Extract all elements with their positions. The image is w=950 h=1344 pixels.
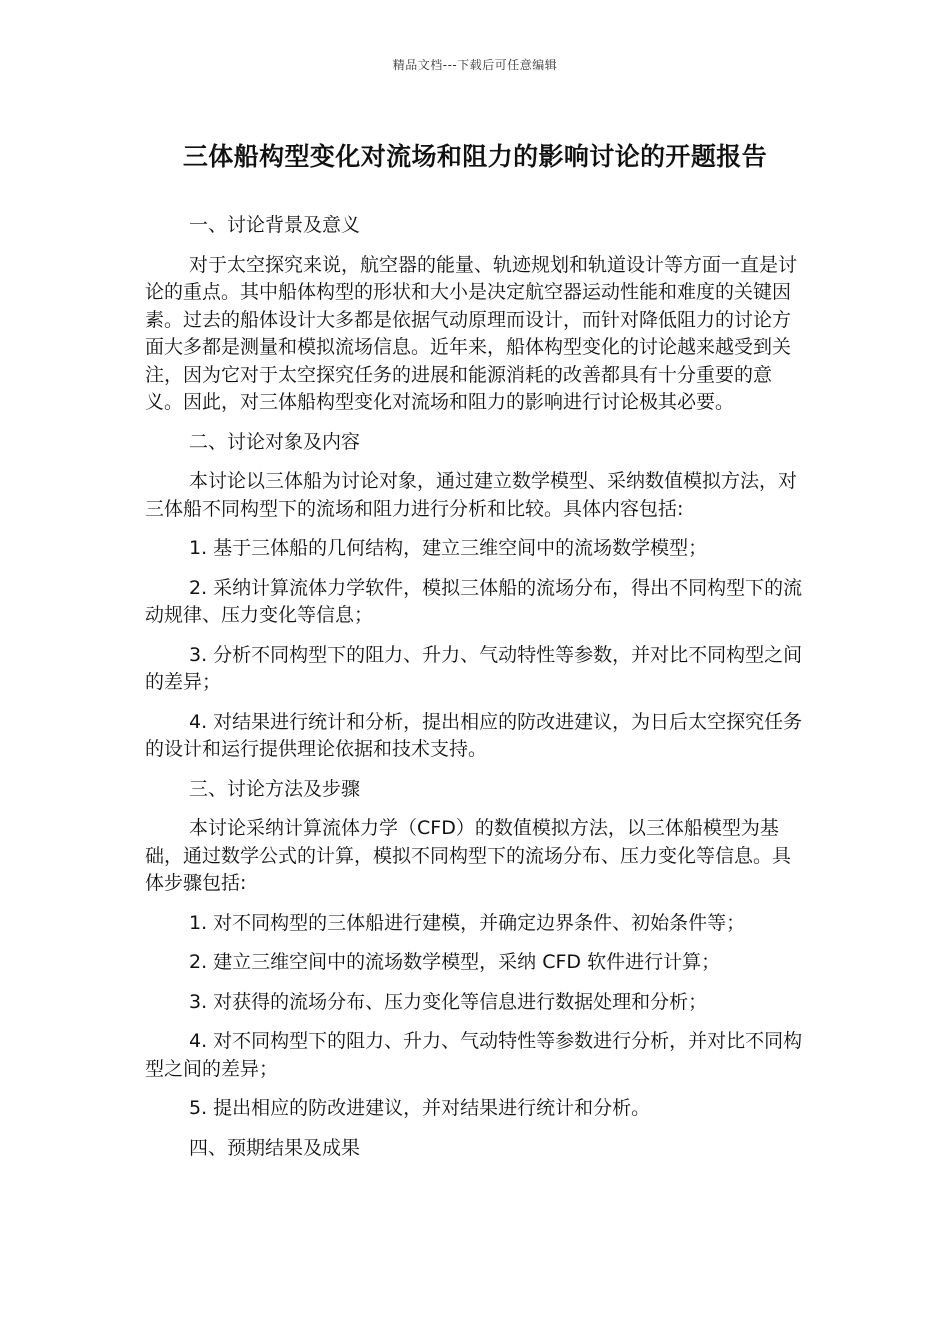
section-heading-objects: 二、讨论对象及内容 <box>189 430 361 453</box>
header-note: 精品文档---下载后可任意编辑 <box>392 58 558 72</box>
list-item: 3. 对获得的流场分布、压力变化等信息进行数据处理和分析； <box>189 990 708 1013</box>
paragraph-methods: 本讨论采纳计算流体力学（CFD）的数值模拟方法，以三体船模型为基础，通过数学公式的计算，模拟不同构型下的流场分布、压力变化等信息。具体步骤包括: <box>145 817 792 894</box>
section-heading-results: 四、预期结果及成果 <box>189 1136 361 1159</box>
list-item: 2. 采纳计算流体力学软件，模拟三体船的流场分布，得出不同构型下的流动规律、压力变化等信息； <box>145 576 803 626</box>
list-item: 2. 建立三维空间中的流场数学模型，采纳 CFD 软件进行计算； <box>189 951 721 973</box>
paragraph-background: 对于太空探究来说，航空器的能量、轨迹规划和轨道设计等方面一直是讨论的重点。其中船体构型的形状和大小是决定航空器运动性能和难度的关键因素。过去的船体设计大多都是依据气动原理而设计，而针对降低阻力的讨论方面大多都是测量和模拟流场信息。近年来，船体构型变化的讨论越来越受到关注，因为它对于太空探究任务的进展和能源消耗的改善都具有十分重要的意义。因此，对三体船构型变化对流场和阻力的影响进行讨论极其必要。 <box>145 253 798 413</box>
section-heading-background: 一、讨论背景及意义 <box>189 214 361 236</box>
document-body <box>145 212 805 1174</box>
list-item: 5. 提出相应的防改进建议，并对结果进行统计和分析。 <box>189 1097 651 1119</box>
paragraph-objects: 本讨论以三体船为讨论对象，通过建立数学模型、采纳数值模拟方法，对三体船不同构型下的流场和阻力进行分析和比较。具体内容包括: <box>145 470 798 520</box>
list-item: 1. 对不同构型的三体船进行建模，并确定边界条件、初始条件等； <box>189 911 746 934</box>
list-item: 4. 对结果进行统计和分析，提出相应的防改进建议，为日后太空探究任务的设计和运行提供理论依据和技术支持。 <box>145 710 803 760</box>
list-item: 4. 对不同构型下的阻力、升力、气动特性等参数进行分析，并对比不同构型之间的差异； <box>145 1030 803 1080</box>
list-item: 3. 分析不同构型下的阻力、升力、气动特性等参数，并对比不同构型之间的差异； <box>145 643 803 693</box>
section-heading-methods: 三、讨论方法及步骤 <box>189 777 361 800</box>
list-item: 1. 基于三体船的几何结构，建立三维空间中的流场数学模型； <box>189 537 708 559</box>
document-title: 三体船构型变化对流场和阻力的影响讨论的开题报告 <box>182 142 768 171</box>
